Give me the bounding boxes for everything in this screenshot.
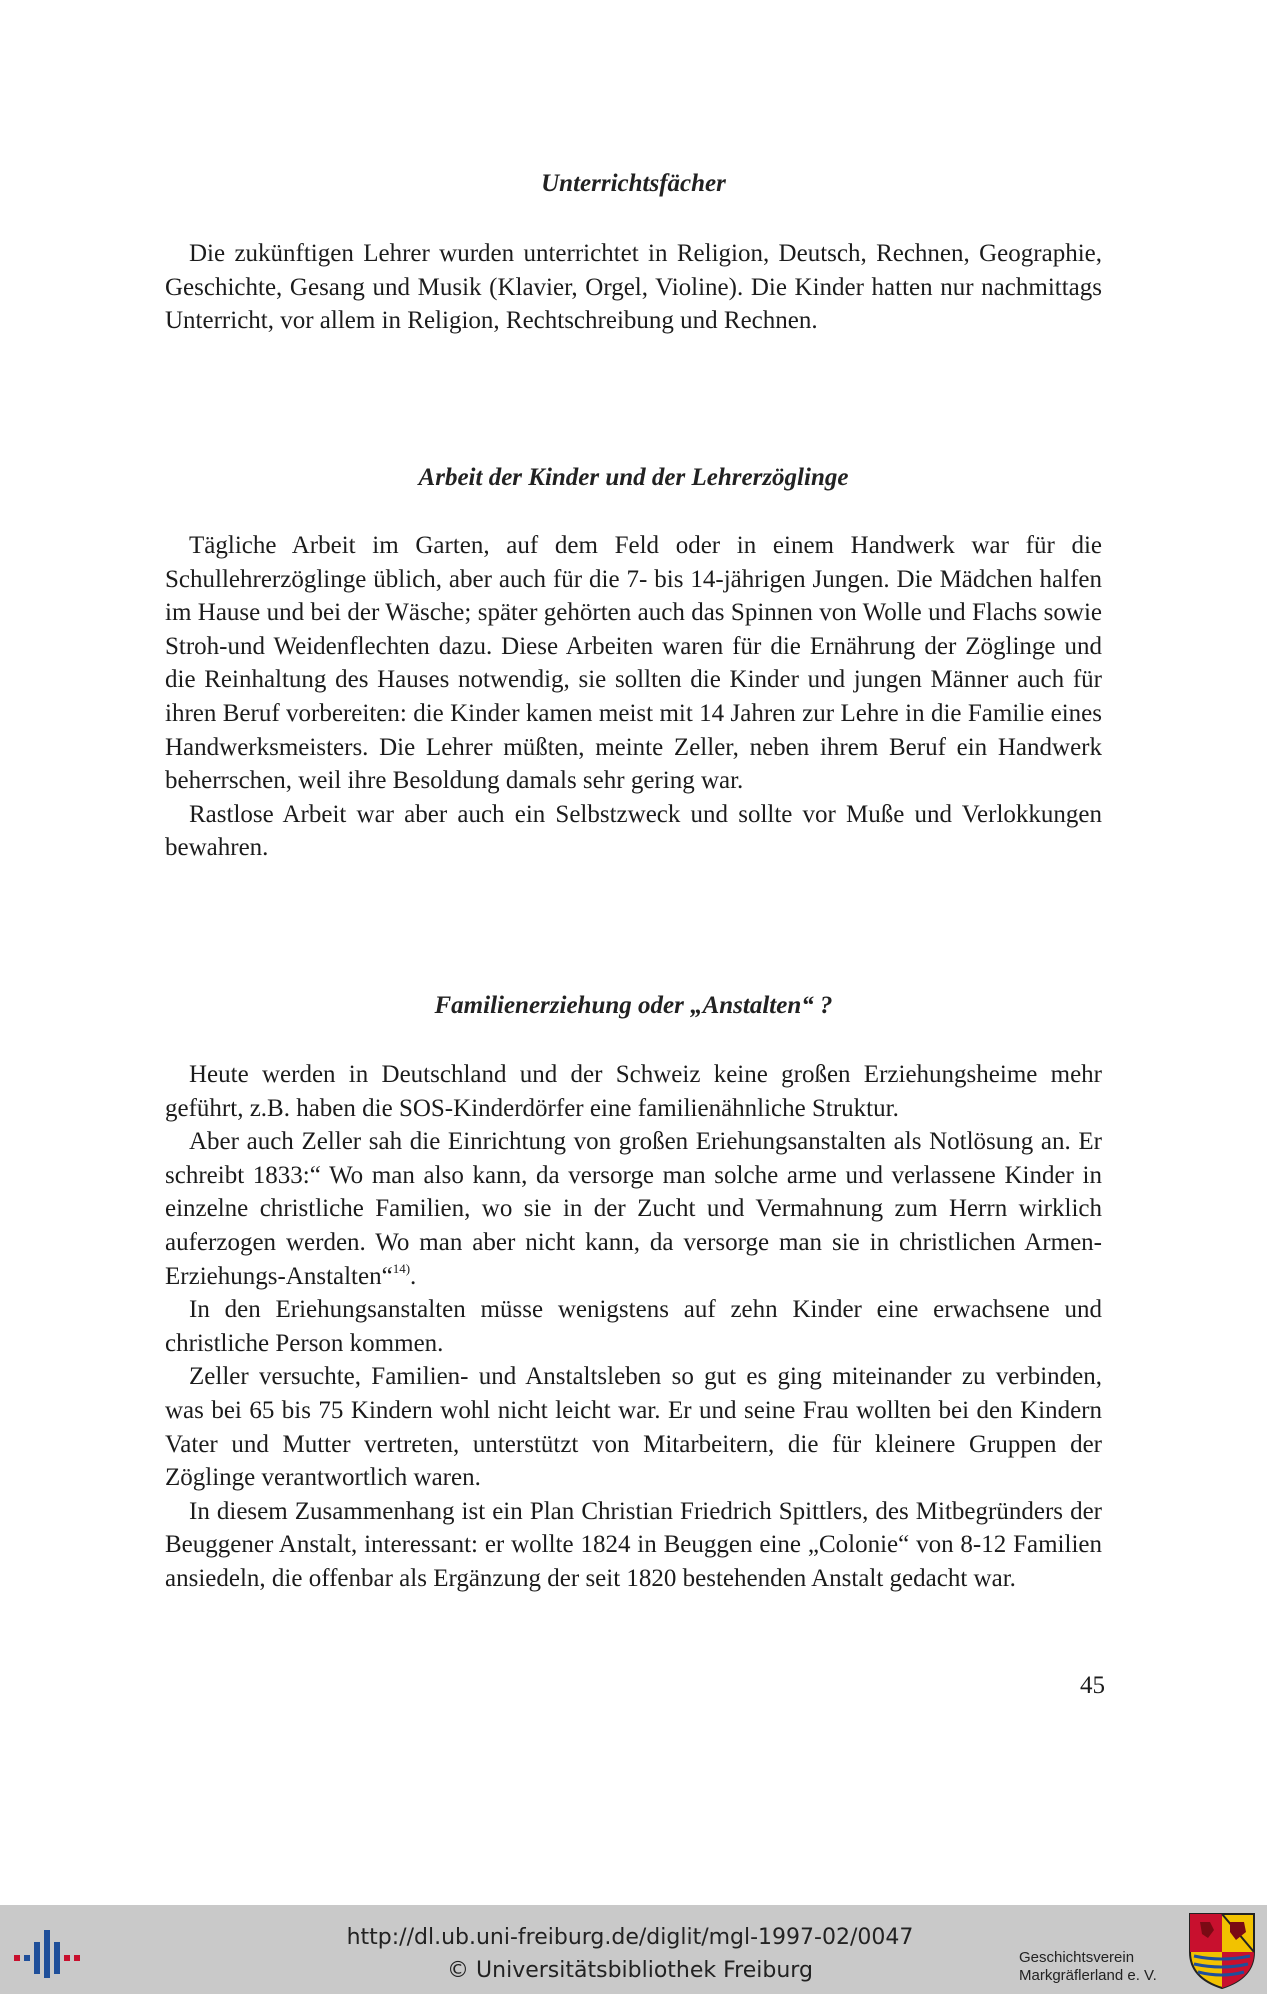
- paragraph: In diesem Zusammenhang ist ein Plan Christian Friedrich Spittlers, des Mitbegründers der Beuggener Anstalt, interessant: er wollte 1824 in Beuggen eine „Colonie“ von 8-12 Familien ansiedeln, die offenbar als Ergänzung der seit 1820 bestehenden Anstalt gedacht war.: [165, 1497, 1102, 1592]
- paragraph: Rastlose Arbeit war aber auch ein Selbstzweck und sollte vor Muße und Verlokkungen bewahren.: [165, 800, 1102, 862]
- paragraph: [165, 1125, 1102, 1293]
- footer-copyright: © Universitätsbibliothek Freiburg: [447, 1958, 813, 1983]
- paragraph-end: .: [410, 1262, 417, 1290]
- paragraph: Die zukünftigen Lehrer wurden unterrichtet in Religion, Deutsch, Rechnen, Geographie, Geschichte, Gesang und Musik (Klavier, Orgel, Violine). Die Kinder hatten nur nachmittags Unterricht, vor allem in Religion, Rechtschreibung und Rechnen.: [165, 240, 1102, 335]
- organization-name-suffix: Markgräflerland e. V.: [1019, 1967, 1157, 1984]
- section-body-arbeit: [165, 529, 1102, 865]
- paragraph: Zeller versuchte, Familien- und Anstaltsleben so gut es ging miteinander zu verbinden, was bei 65 bis 75 Kindern wohl nicht leicht war. Er und seine Frau wollten bei den Kindern Vater und Mutter vertreten, unterstützt von Mitarbeitern, die für kleinere Gruppen der Zöglinge verantwortlich waren.: [165, 1363, 1102, 1492]
- paragraph: Tägliche Arbeit im Garten, auf dem Feld oder in einem Handwerk war für die Schullehrerzöglinge üblich, aber auch für die 7- bis 14-jährigen Jungen. Die Mädchen halfen im Hause und bei der Wäsche; später gehörten auch das Spinnen von Wolle und Flachs sowie Stroh-und Weidenflechten dazu. Diese Arbeiten waren für die Ernährung der Zöglinge und die Reinhaltung des Hauses notwendig, sie sollten die Kinder und jungen Männer auch für ihren Beruf vorbereiten: die Kinder kamen meist mit 14 Jahren zur Lehre in die Familie eines Handwerksmeisters. Die Lehrer müßten, meinte Zeller, neben ihrem Beruf ein Handwerk beherrschen, weil ihre Besoldung damals sehr gering war.: [165, 532, 1102, 795]
- organization-name: Geschichtsverein: [1019, 1949, 1135, 1966]
- library-logo-icon[interactable]: [14, 1930, 84, 1978]
- section-heading-unterrichtsfaecher: Unterrichtsfächer: [541, 170, 726, 197]
- section-heading-arbeit: Arbeit der Kinder und der Lehrerzöglinge: [418, 464, 849, 491]
- footer-url-link[interactable]: http://dl.ub.uni-freiburg.de/diglit/mgl-1997-02/0047: [346, 1925, 914, 1950]
- paragraph: In den Eriehungsanstalten müsse wenigstens auf zehn Kinder eine erwachsene und christliche Person kommen.: [165, 1296, 1102, 1357]
- section-heading-familienerziehung: Familienerziehung oder „Anstalten“ ?: [434, 992, 833, 1019]
- paragraph: Heute werden in Deutschland und der Schweiz keine großen Erziehungsheime mehr geführt, z.B. haben die SOS-Kinderdörfer eine familienähnliche Struktur.: [165, 1061, 1102, 1122]
- footer-bar: [0, 1905, 1267, 1994]
- page-number: 45: [1080, 1672, 1105, 1699]
- section-body-unterrichtsfaecher: [165, 237, 1102, 338]
- crest-icon[interactable]: [1188, 1912, 1256, 1990]
- paragraph-text: Aber auch Zeller sah die Einrichtung von großen Eriehungsanstalten als Notlösung an. Er schreibt 1833:“ Wo man also kann, da versorge man solche arme und verlassene Kinder in einzelne christliche Familien, wo sie in der Zucht und Vermahnung zum Herrn wirklich auferzogen werden. Wo man aber nicht kann, da versorge man sie in christlichen Armen-Erziehungs-Anstalten“: [165, 1128, 1102, 1290]
- footer-organization: [1019, 1949, 1157, 1985]
- section-body-familienerziehung: [165, 1058, 1102, 1596]
- footnote-reference[interactable]: 14): [392, 1260, 411, 1276]
